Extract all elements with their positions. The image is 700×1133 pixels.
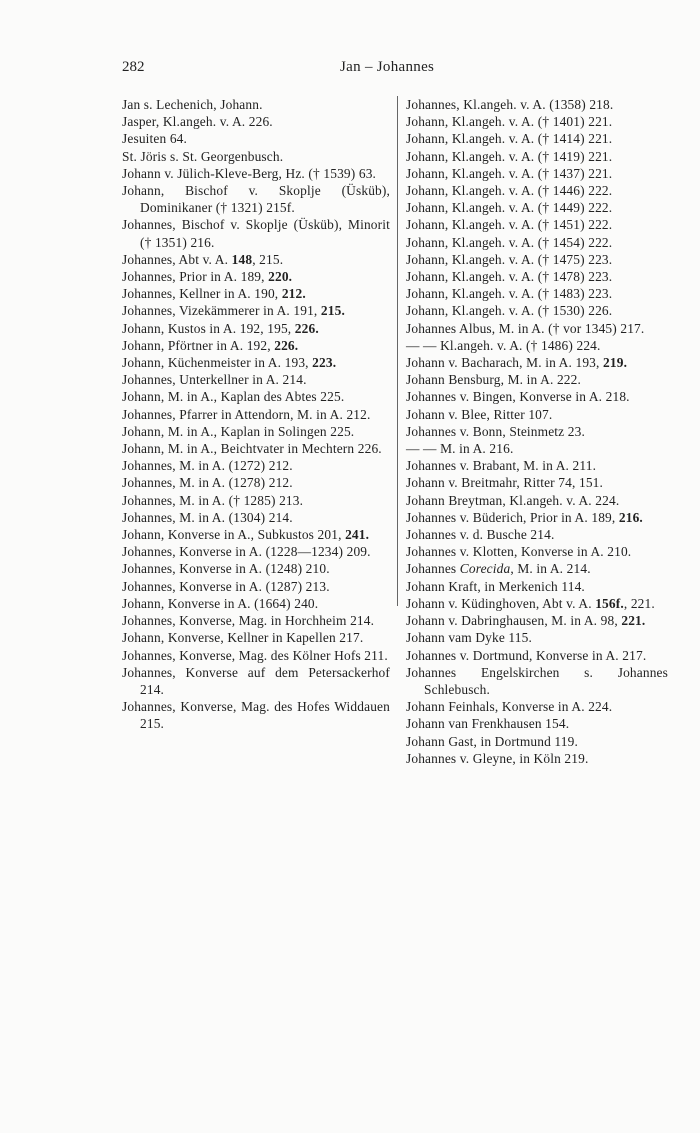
index-entry <box>406 113 668 130</box>
entry-page-ref-bold: 156f. <box>595 595 624 611</box>
entry-text: Johann, Kl.angeh. v. A. († 1446) 222. <box>406 183 613 199</box>
entry-text: Johannes, M. in A. (1278) 212. <box>122 475 293 491</box>
entry-text: Johannes, Vizekämmerer in A. 191, <box>122 303 321 319</box>
entry-text: Johann v. Breitmahr, Ritter 74, 151. <box>406 475 604 491</box>
index-entry <box>406 474 668 491</box>
entry-text: Jesuiten 64. <box>122 131 188 147</box>
index-entry <box>406 234 668 251</box>
index-entry <box>122 354 390 371</box>
page-number: 282 <box>122 59 145 75</box>
index-entry <box>406 543 668 560</box>
entry-text: Johannes, Abt v. A. <box>122 251 232 267</box>
index-entry <box>406 182 668 199</box>
entry-page-ref-bold: 241. <box>345 527 370 543</box>
index-entry <box>406 733 668 750</box>
index-entry <box>406 750 668 767</box>
index-entry <box>406 216 668 233</box>
index-entry <box>122 457 390 474</box>
index-entry <box>406 199 668 216</box>
index-entry <box>406 388 668 405</box>
index-entry <box>122 216 390 250</box>
index-entry <box>406 96 668 113</box>
index-entry <box>122 423 390 440</box>
entry-text: Johannes v. Büderich, Prior in A. 189, <box>406 509 619 525</box>
entry-text: St. Jöris s. St. Georgenbusch. <box>122 148 284 164</box>
index-entry <box>122 526 390 543</box>
entry-text: , M. in A. 214. <box>510 561 591 577</box>
entry-text: Johannes, Konverse, Mag. des Kölner Hofs 211. <box>122 647 388 663</box>
entry-text: Johann, M. in A., Kaplan des Abtes 225. <box>122 389 345 405</box>
index-entry <box>406 560 668 577</box>
index-entry <box>406 320 668 337</box>
entry-text: , 215. <box>252 251 284 267</box>
entry-page-ref-bold: 226. <box>294 320 319 336</box>
index-entry <box>122 285 390 302</box>
running-head: Jan – Johannes <box>340 59 435 75</box>
index-entry <box>122 130 390 147</box>
entry-text: Johann, Kl.angeh. v. A. († 1419) 221. <box>406 148 613 164</box>
entry-text: Johann van Frenkhausen 154. <box>406 716 570 732</box>
entry-text: Johannes, Bischof v. Skoplje (Üsküb), Minorit († 1351) 216. <box>122 217 390 250</box>
index-column-right <box>406 96 668 767</box>
entry-text: Johann, Kustos in A. 192, 195, <box>122 320 295 336</box>
entry-text: Johann, Kl.angeh. v. A. († 1475) 223. <box>406 251 613 267</box>
index-column-left <box>122 96 390 733</box>
entry-text: Johann, Konverse in A. (1664) 240. <box>122 595 319 611</box>
index-entry <box>122 664 390 698</box>
entry-text: Johannes v. Bingen, Konverse in A. 218. <box>406 389 630 405</box>
index-entry <box>406 165 668 182</box>
entry-text: Johann, Kl.angeh. v. A. († 1454) 222. <box>406 234 613 250</box>
entry-text: Johann v. Blee, Ritter 107. <box>406 406 553 422</box>
entry-text: Johann, Kl.angeh. v. A. († 1437) 221. <box>406 165 613 181</box>
index-entry <box>122 543 390 560</box>
index-entry <box>406 354 668 371</box>
entry-text: , 221. <box>623 595 655 611</box>
index-entry <box>406 509 668 526</box>
entry-text: — — Kl.angeh. v. A. († 1486) 224. <box>406 337 601 353</box>
index-entry <box>406 715 668 732</box>
index-entry <box>122 509 390 526</box>
entry-text: Johann, Kl.angeh. v. A. († 1401) 221. <box>406 114 613 130</box>
index-entry <box>122 371 390 388</box>
entry-text: Johann, Bischof v. Skoplje (Üsküb), Dominikaner († 1321) 215f. <box>122 183 390 216</box>
index-entry <box>122 474 390 491</box>
page-header <box>0 59 700 79</box>
index-entry <box>122 182 390 216</box>
entry-text: Johann, Kl.angeh. v. A. († 1451) 222. <box>406 217 613 233</box>
index-entry <box>406 285 668 302</box>
entry-text: Johann Feinhals, Konverse in A. 224. <box>406 699 613 715</box>
entry-text: Johann, Kl.angeh. v. A. († 1530) 226. <box>406 303 613 319</box>
entry-text: Johannes, Konverse in A. (1287) 213. <box>122 578 330 594</box>
entry-page-ref-bold: 223. <box>312 355 337 371</box>
index-entry <box>122 612 390 629</box>
index-entry <box>122 388 390 405</box>
entry-text: Johannes Engelskirchen s. Johannes Schlebusch. <box>406 664 668 697</box>
entry-page-ref-bold: 215. <box>320 303 345 319</box>
entry-text: — — M. in A. 216. <box>406 441 514 457</box>
entry-text: Johann, Konverse, Kellner in Kapellen 217. <box>122 630 364 646</box>
index-entry <box>406 595 668 612</box>
index-entry <box>406 251 668 268</box>
entry-text: Johannes, M. in A. (1272) 212. <box>122 458 293 474</box>
index-entry <box>122 96 390 113</box>
entry-text: Johannes, M. in A. († 1285) 213. <box>122 492 304 508</box>
entry-text: Jan s. Lechenich, Johann. <box>122 97 263 112</box>
index-entry <box>406 371 668 388</box>
index-entry <box>406 578 668 595</box>
entry-text: Johannes v. Klotten, Konverse in A. 210. <box>406 544 632 560</box>
entry-text: Johann v. Bacharach, M. in A. 193, <box>406 355 604 371</box>
index-entry <box>122 492 390 509</box>
entry-text: Johannes v. Bonn, Steinmetz 23. <box>406 423 585 439</box>
entry-text: Johann, Kl.angeh. v. A. († 1483) 223. <box>406 286 613 302</box>
index-entry <box>122 578 390 595</box>
index-entry <box>122 440 390 457</box>
index-entry <box>122 302 390 319</box>
entry-text: Johann Bensburg, M. in A. 222. <box>406 372 581 388</box>
index-entry <box>406 457 668 474</box>
entry-text: Johannes Albus, M. in A. († vor 1345) 217. <box>406 320 645 336</box>
entry-text: Johannes, Konverse auf dem Petersackerhof 214. <box>122 664 390 697</box>
entry-text: Johann, Konverse in A., Subkustos 201, <box>122 527 346 543</box>
entry-text: Johann, Pförtner in A. 192, <box>122 337 275 353</box>
index-entry <box>122 320 390 337</box>
entry-text: Johann, Kl.angeh. v. A. († 1478) 223. <box>406 269 613 285</box>
entry-page-ref-bold: 148 <box>231 251 253 267</box>
index-entry <box>122 165 390 182</box>
index-entry <box>122 629 390 646</box>
entry-page-ref-bold: 219. <box>603 355 628 371</box>
index-entry <box>406 612 668 629</box>
entry-text: Johannes, Konverse, Mag. in Horchheim 214. <box>122 613 375 629</box>
index-entry <box>122 113 390 130</box>
entry-text: Johann v. Jülich-Kleve-Berg, Hz. († 1539) 63. <box>122 165 377 181</box>
index-entry <box>406 148 668 165</box>
index-entry <box>406 302 668 319</box>
entry-text: Johannes <box>406 561 460 577</box>
entry-text: Johann Gast, in Dortmund 119. <box>406 733 578 749</box>
index-entry <box>122 560 390 577</box>
entry-text: Johann v. Küdinghoven, Abt v. A. <box>406 595 596 611</box>
entry-text: Johann vam Dyke 115. <box>406 630 532 646</box>
entry-text: Johann, Kl.angeh. v. A. († 1449) 222. <box>406 200 613 216</box>
entry-text: Johann, M. in A., Beichtvater in Mechtern 226. <box>122 441 382 457</box>
index-entry <box>122 337 390 354</box>
index-entry <box>406 492 668 509</box>
entry-text: Johannes v. Gleyne, in Köln 219. <box>406 750 589 766</box>
entry-text: Johannes, Unterkellner in A. 214. <box>122 372 307 388</box>
index-entry <box>122 406 390 423</box>
entry-text: Johannes, Konverse in A. (1228—1234) 209. <box>122 544 371 560</box>
index-entry <box>122 647 390 664</box>
entry-text: Johann Breytman, Kl.angeh. v. A. 224. <box>406 492 620 508</box>
entry-text: Johann, Kl.angeh. v. A. († 1414) 221. <box>406 131 613 147</box>
index-entry <box>406 647 668 664</box>
entry-text: Johannes, Kellner in A. 190, <box>122 286 282 302</box>
entry-text: Johannes, Prior in A. 189, <box>122 269 269 285</box>
entry-text: Jasper, Kl.angeh. v. A. 226. <box>122 114 273 130</box>
index-entry <box>406 406 668 423</box>
index-entry <box>122 268 390 285</box>
index-entry <box>122 251 390 268</box>
entry-text: Johann Kraft, in Merkenich 114. <box>406 578 585 594</box>
entry-text: Johannes, Konverse in A. (1248) 210. <box>122 561 330 577</box>
entry-text: Johannes, M. in A. (1304) 214. <box>122 509 293 525</box>
index-entry <box>122 698 390 732</box>
column-divider <box>397 96 398 606</box>
index-entry <box>406 268 668 285</box>
index-entry <box>406 698 668 715</box>
entry-text: Johannes v. Brabant, M. in A. 211. <box>406 458 597 474</box>
entry-page-ref-bold: 226. <box>274 337 299 353</box>
entry-text: Johann, M. in A., Kaplan in Solingen 225. <box>122 423 355 439</box>
entry-text: Johann, Küchenmeister in A. 193, <box>122 355 313 371</box>
index-entry <box>406 337 668 354</box>
entry-text: Johannes, Konverse, Mag. des Hofes Widdauen 215. <box>122 699 390 732</box>
entry-text: Johannes v. d. Busche 214. <box>406 527 555 543</box>
index-entry <box>406 664 668 698</box>
entry-page-ref-bold: 212. <box>281 286 306 302</box>
entry-text: Johannes, Kl.angeh. v. A. (1358) 218. <box>406 97 614 112</box>
entry-text: Johannes v. Dortmund, Konverse in A. 217. <box>406 647 647 663</box>
entry-text: Johannes, Pfarrer in Attendorn, M. in A. 212. <box>122 406 371 422</box>
entry-page-ref-bold: 221. <box>621 613 646 629</box>
index-entry <box>406 423 668 440</box>
index-entry <box>406 526 668 543</box>
entry-text: Johann v. Dabringhausen, M. in A. 98, <box>406 613 622 629</box>
index-entry <box>406 629 668 646</box>
entry-page-ref-bold: 216. <box>618 509 643 525</box>
index-entry <box>406 440 668 457</box>
entry-page-ref-bold: 220. <box>268 269 293 285</box>
index-entry <box>122 595 390 612</box>
index-entry <box>122 148 390 165</box>
index-entry <box>406 130 668 147</box>
entry-text-italic: Corecida <box>459 561 511 577</box>
